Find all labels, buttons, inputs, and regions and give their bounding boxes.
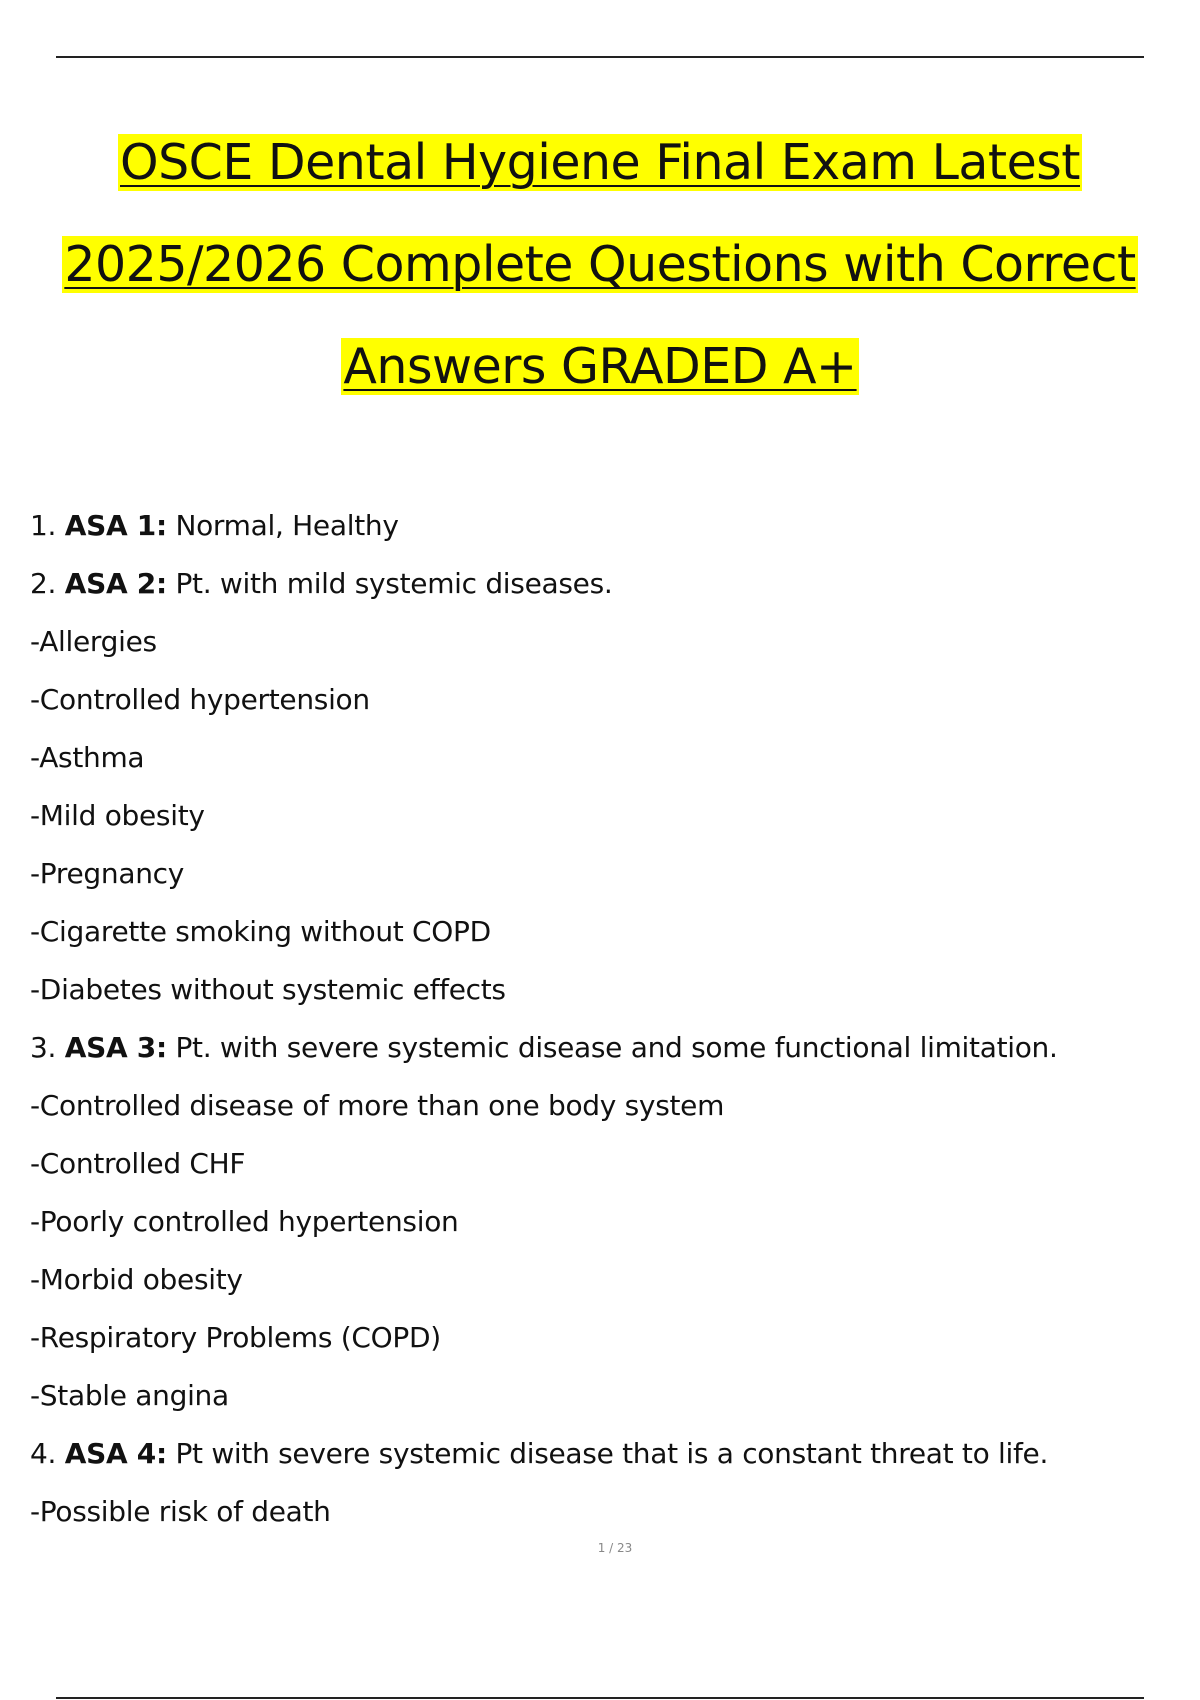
list-item [30,1019,1170,1077]
item-text: Pt. with severe systemic disease and some functional limitation. [166,1031,1058,1064]
item-term: ASA 2: [64,567,167,600]
list-item [30,1367,1170,1425]
item-text: -Diabetes without systemic effects [30,973,506,1006]
list-item [30,555,1170,613]
item-text: Pt with severe systemic disease that is a constant threat to life. [166,1437,1049,1470]
item-text: -Controlled hypertension [30,683,370,716]
list-item [30,1135,1170,1193]
item-term: ASA 3: [64,1031,167,1064]
item-text: -Mild obesity [30,799,205,832]
list-item [30,1251,1170,1309]
item-text: -Allergies [30,625,157,658]
item-text: -Respiratory Problems (COPD) [30,1321,441,1354]
top-rule [56,56,1144,58]
item-text: -Pregnancy [30,857,185,890]
document-body [30,497,1170,1541]
list-item [30,1077,1170,1135]
bottom-rule [56,1697,1144,1699]
list-item [30,1425,1170,1483]
item-number: 4. [30,1437,65,1470]
item-text: -Possible risk of death [30,1495,331,1528]
page-number: 1 / 23 [597,1541,633,1555]
title-line [0,214,1200,316]
item-text: -Controlled CHF [30,1147,246,1180]
item-number: 1. [30,509,65,542]
title-line-text: 2025/2026 Complete Questions with Correct [64,236,1136,293]
list-item [30,1309,1170,1367]
list-item [30,961,1170,1019]
title-line [0,316,1200,418]
list-item [30,845,1170,903]
item-term: ASA 1: [64,509,167,542]
item-number: 2. [30,567,65,600]
item-text: -Cigarette smoking without COPD [30,915,491,948]
list-item [30,787,1170,845]
list-item [30,671,1170,729]
list-item [30,497,1170,555]
list-item [30,729,1170,787]
title-line-text: Answers GRADED A+ [343,338,857,395]
list-item [30,613,1170,671]
item-text: -Poorly controlled hypertension [30,1205,459,1238]
item-text: -Morbid obesity [30,1263,243,1296]
item-text: Normal, Healthy [166,509,399,542]
item-text: -Controlled disease of more than one body system [30,1089,725,1122]
item-number: 3. [30,1031,65,1064]
list-item [30,1193,1170,1251]
item-text: Pt. with mild systemic diseases. [166,567,613,600]
list-item [30,1483,1170,1541]
item-term: ASA 4: [64,1437,167,1470]
title-line-text: OSCE Dental Hygiene Final Exam Latest [120,134,1080,191]
title-line [0,112,1200,214]
item-text: -Stable angina [30,1379,229,1412]
list-item [30,903,1170,961]
document-title [0,112,1200,418]
item-text: -Asthma [30,741,145,774]
